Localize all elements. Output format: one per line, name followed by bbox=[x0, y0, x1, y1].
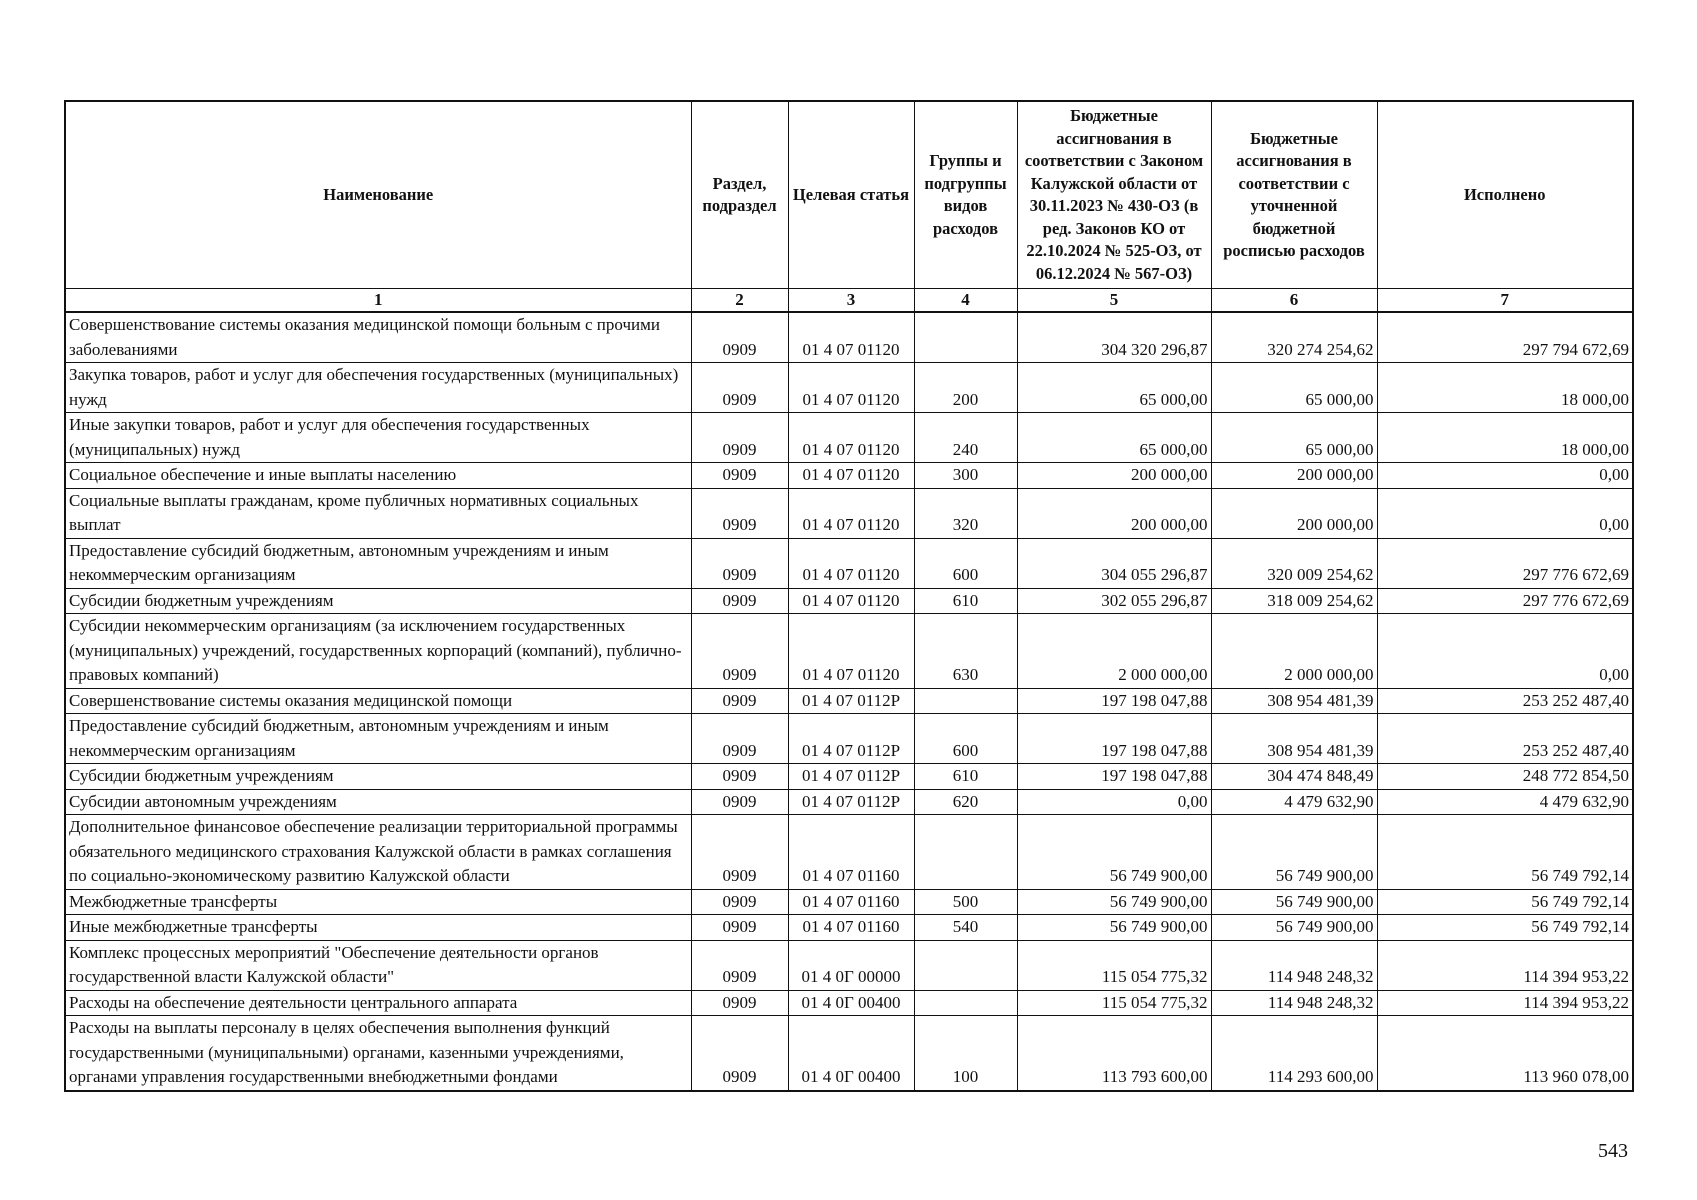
row-law-amount: 56 749 900,00 bbox=[1017, 889, 1211, 915]
row-law-amount: 200 000,00 bbox=[1017, 463, 1211, 489]
header-row bbox=[65, 101, 1633, 289]
row-group: 500 bbox=[914, 889, 1017, 915]
row-article: 01 4 07 01160 bbox=[788, 815, 914, 890]
table-row bbox=[65, 614, 1633, 689]
row-executed-amount: 0,00 bbox=[1377, 463, 1633, 489]
table-row bbox=[65, 463, 1633, 489]
row-section: 0909 bbox=[691, 488, 788, 538]
table-row bbox=[65, 764, 1633, 790]
table-body bbox=[65, 312, 1633, 1091]
row-article: 01 4 0Г 00000 bbox=[788, 940, 914, 990]
row-name: Расходы на обеспечение деятельности центрального аппарата bbox=[65, 990, 691, 1016]
header-executed: Исполнено bbox=[1377, 101, 1633, 289]
row-section: 0909 bbox=[691, 789, 788, 815]
row-law-amount: 115 054 775,32 bbox=[1017, 940, 1211, 990]
row-law-amount: 65 000,00 bbox=[1017, 413, 1211, 463]
row-article: 01 4 07 01160 bbox=[788, 915, 914, 941]
row-plan-amount: 200 000,00 bbox=[1211, 463, 1377, 489]
row-name: Субсидии некоммерческим организациям (за исключением государственных (муниципальных) учреждений, государственных корпораций (компаний), публично-правовых компаний) bbox=[65, 614, 691, 689]
row-group bbox=[914, 990, 1017, 1016]
row-name: Межбюджетные трансферты bbox=[65, 889, 691, 915]
row-law-amount: 197 198 047,88 bbox=[1017, 764, 1211, 790]
row-article: 01 4 0Г 00400 bbox=[788, 990, 914, 1016]
row-group: 100 bbox=[914, 1016, 1017, 1091]
row-law-amount: 200 000,00 bbox=[1017, 488, 1211, 538]
row-section: 0909 bbox=[691, 714, 788, 764]
row-group bbox=[914, 688, 1017, 714]
table-row bbox=[65, 538, 1633, 588]
row-plan-amount: 56 749 900,00 bbox=[1211, 915, 1377, 941]
row-article: 01 4 07 01120 bbox=[788, 413, 914, 463]
row-law-amount: 2 000 000,00 bbox=[1017, 614, 1211, 689]
row-name: Совершенствование системы оказания медицинской помощи bbox=[65, 688, 691, 714]
row-plan-amount: 65 000,00 bbox=[1211, 363, 1377, 413]
row-law-amount: 302 055 296,87 bbox=[1017, 588, 1211, 614]
row-name: Комплекс процессных мероприятий "Обеспечение деятельности органов государственной власти Калужской области" bbox=[65, 940, 691, 990]
column-number: 5 bbox=[1017, 289, 1211, 313]
table-row bbox=[65, 1016, 1633, 1091]
row-name: Иные межбюджетные трансферты bbox=[65, 915, 691, 941]
table-row bbox=[65, 688, 1633, 714]
table-row bbox=[65, 940, 1633, 990]
column-number: 2 bbox=[691, 289, 788, 313]
row-group: 300 bbox=[914, 463, 1017, 489]
table-row bbox=[65, 815, 1633, 890]
row-executed-amount: 0,00 bbox=[1377, 488, 1633, 538]
page-number: 543 bbox=[1598, 1140, 1628, 1162]
row-executed-amount: 253 252 487,40 bbox=[1377, 688, 1633, 714]
row-name: Расходы на выплаты персоналу в целях обеспечения выполнения функций государственными (муниципальными) органами, казенными учреждениями, органами управления государственными внебюджетными фондами bbox=[65, 1016, 691, 1091]
row-name: Предоставление субсидий бюджетным, автономным учреждениям и иным некоммерческим организациям bbox=[65, 714, 691, 764]
row-plan-amount: 65 000,00 bbox=[1211, 413, 1377, 463]
column-number-row bbox=[65, 289, 1633, 313]
row-name: Дополнительное финансовое обеспечение реализации территориальной программы обязательного медицинского страхования Калужской области в рамках соглашения по социально-экономическому развитию Калужской области bbox=[65, 815, 691, 890]
row-plan-amount: 308 954 481,39 bbox=[1211, 714, 1377, 764]
row-article: 01 4 0Г 00400 bbox=[788, 1016, 914, 1091]
row-executed-amount: 56 749 792,14 bbox=[1377, 815, 1633, 890]
row-group: 600 bbox=[914, 714, 1017, 764]
row-plan-amount: 200 000,00 bbox=[1211, 488, 1377, 538]
row-section: 0909 bbox=[691, 312, 788, 363]
table-row bbox=[65, 312, 1633, 363]
header-target-article: Целевая статья bbox=[788, 101, 914, 289]
row-plan-amount: 320 274 254,62 bbox=[1211, 312, 1377, 363]
row-article: 01 4 07 0112Р bbox=[788, 764, 914, 790]
row-executed-amount: 18 000,00 bbox=[1377, 413, 1633, 463]
row-executed-amount: 297 794 672,69 bbox=[1377, 312, 1633, 363]
row-article: 01 4 07 01120 bbox=[788, 588, 914, 614]
row-section: 0909 bbox=[691, 413, 788, 463]
row-article: 01 4 07 0112Р bbox=[788, 789, 914, 815]
row-article: 01 4 07 01120 bbox=[788, 463, 914, 489]
row-article: 01 4 07 0112Р bbox=[788, 714, 914, 764]
table-row bbox=[65, 915, 1633, 941]
table-row bbox=[65, 413, 1633, 463]
row-section: 0909 bbox=[691, 688, 788, 714]
row-name: Предоставление субсидий бюджетным, автономным учреждениям и иным некоммерческим организациям bbox=[65, 538, 691, 588]
header-plan-appropriations: Бюджетные ассигнования в соответствии с уточненной бюджетной росписью расходов bbox=[1211, 101, 1377, 289]
row-law-amount: 56 749 900,00 bbox=[1017, 915, 1211, 941]
row-plan-amount: 114 948 248,32 bbox=[1211, 990, 1377, 1016]
row-law-amount: 197 198 047,88 bbox=[1017, 688, 1211, 714]
row-name: Совершенствование системы оказания медицинской помощи больным с прочими заболеваниями bbox=[65, 312, 691, 363]
row-executed-amount: 18 000,00 bbox=[1377, 363, 1633, 413]
row-executed-amount: 113 960 078,00 bbox=[1377, 1016, 1633, 1091]
row-group bbox=[914, 815, 1017, 890]
column-number: 1 bbox=[65, 289, 691, 313]
row-plan-amount: 56 749 900,00 bbox=[1211, 815, 1377, 890]
table-row bbox=[65, 990, 1633, 1016]
row-law-amount: 115 054 775,32 bbox=[1017, 990, 1211, 1016]
header-expense-groups: Группы и подгруппы видов расходов bbox=[914, 101, 1017, 289]
row-section: 0909 bbox=[691, 915, 788, 941]
budget-table bbox=[64, 100, 1634, 1092]
table-row bbox=[65, 889, 1633, 915]
row-name: Закупка товаров, работ и услуг для обеспечения государственных (муниципальных) нужд bbox=[65, 363, 691, 413]
row-group: 610 bbox=[914, 764, 1017, 790]
row-executed-amount: 56 749 792,14 bbox=[1377, 915, 1633, 941]
row-law-amount: 113 793 600,00 bbox=[1017, 1016, 1211, 1091]
row-group: 610 bbox=[914, 588, 1017, 614]
row-section: 0909 bbox=[691, 588, 788, 614]
row-name: Социальное обеспечение и иные выплаты населению bbox=[65, 463, 691, 489]
row-plan-amount: 320 009 254,62 bbox=[1211, 538, 1377, 588]
row-plan-amount: 2 000 000,00 bbox=[1211, 614, 1377, 689]
row-law-amount: 197 198 047,88 bbox=[1017, 714, 1211, 764]
table-row bbox=[65, 588, 1633, 614]
row-plan-amount: 114 948 248,32 bbox=[1211, 940, 1377, 990]
row-section: 0909 bbox=[691, 940, 788, 990]
row-executed-amount: 4 479 632,90 bbox=[1377, 789, 1633, 815]
row-group: 540 bbox=[914, 915, 1017, 941]
row-section: 0909 bbox=[691, 538, 788, 588]
row-article: 01 4 07 01120 bbox=[788, 488, 914, 538]
row-section: 0909 bbox=[691, 1016, 788, 1091]
row-section: 0909 bbox=[691, 889, 788, 915]
row-group bbox=[914, 940, 1017, 990]
row-article: 01 4 07 01120 bbox=[788, 312, 914, 363]
row-group: 600 bbox=[914, 538, 1017, 588]
column-number: 3 bbox=[788, 289, 914, 313]
row-plan-amount: 114 293 600,00 bbox=[1211, 1016, 1377, 1091]
row-group: 240 bbox=[914, 413, 1017, 463]
row-law-amount: 304 055 296,87 bbox=[1017, 538, 1211, 588]
row-section: 0909 bbox=[691, 764, 788, 790]
row-group: 620 bbox=[914, 789, 1017, 815]
row-name: Субсидии бюджетным учреждениям bbox=[65, 588, 691, 614]
row-law-amount: 0,00 bbox=[1017, 789, 1211, 815]
row-article: 01 4 07 01120 bbox=[788, 614, 914, 689]
column-number: 7 bbox=[1377, 289, 1633, 313]
column-number: 6 bbox=[1211, 289, 1377, 313]
column-number: 4 bbox=[914, 289, 1017, 313]
row-plan-amount: 4 479 632,90 bbox=[1211, 789, 1377, 815]
row-section: 0909 bbox=[691, 363, 788, 413]
table-row bbox=[65, 714, 1633, 764]
row-executed-amount: 248 772 854,50 bbox=[1377, 764, 1633, 790]
row-group: 630 bbox=[914, 614, 1017, 689]
header-law-appropriations: Бюджетные ассигнования в соответствии с Законом Калужской области от 30.11.2023 № 430-ОЗ (в ред. Законов КО от 22.10.2024 № 525-ОЗ, от 06.12.2024 № 567-ОЗ) bbox=[1017, 101, 1211, 289]
row-section: 0909 bbox=[691, 990, 788, 1016]
row-plan-amount: 308 954 481,39 bbox=[1211, 688, 1377, 714]
row-article: 01 4 07 0112Р bbox=[788, 688, 914, 714]
row-name: Субсидии автономным учреждениям bbox=[65, 789, 691, 815]
header-section: Раздел, подраздел bbox=[691, 101, 788, 289]
row-group: 320 bbox=[914, 488, 1017, 538]
row-section: 0909 bbox=[691, 463, 788, 489]
row-law-amount: 56 749 900,00 bbox=[1017, 815, 1211, 890]
row-law-amount: 65 000,00 bbox=[1017, 363, 1211, 413]
row-article: 01 4 07 01160 bbox=[788, 889, 914, 915]
row-plan-amount: 56 749 900,00 bbox=[1211, 889, 1377, 915]
row-name: Иные закупки товаров, работ и услуг для обеспечения государственных (муниципальных) нужд bbox=[65, 413, 691, 463]
row-executed-amount: 253 252 487,40 bbox=[1377, 714, 1633, 764]
row-name: Субсидии бюджетным учреждениям bbox=[65, 764, 691, 790]
row-executed-amount: 297 776 672,69 bbox=[1377, 588, 1633, 614]
row-executed-amount: 114 394 953,22 bbox=[1377, 990, 1633, 1016]
row-executed-amount: 114 394 953,22 bbox=[1377, 940, 1633, 990]
row-article: 01 4 07 01120 bbox=[788, 538, 914, 588]
row-plan-amount: 304 474 848,49 bbox=[1211, 764, 1377, 790]
row-article: 01 4 07 01120 bbox=[788, 363, 914, 413]
row-group bbox=[914, 312, 1017, 363]
row-section: 0909 bbox=[691, 815, 788, 890]
row-law-amount: 304 320 296,87 bbox=[1017, 312, 1211, 363]
header-name: Наименование bbox=[65, 101, 691, 289]
row-plan-amount: 318 009 254,62 bbox=[1211, 588, 1377, 614]
row-executed-amount: 0,00 bbox=[1377, 614, 1633, 689]
row-executed-amount: 297 776 672,69 bbox=[1377, 538, 1633, 588]
row-section: 0909 bbox=[691, 614, 788, 689]
row-group: 200 bbox=[914, 363, 1017, 413]
table-row bbox=[65, 488, 1633, 538]
row-name: Социальные выплаты гражданам, кроме публичных нормативных социальных выплат bbox=[65, 488, 691, 538]
table-row bbox=[65, 789, 1633, 815]
row-executed-amount: 56 749 792,14 bbox=[1377, 889, 1633, 915]
table-row bbox=[65, 363, 1633, 413]
